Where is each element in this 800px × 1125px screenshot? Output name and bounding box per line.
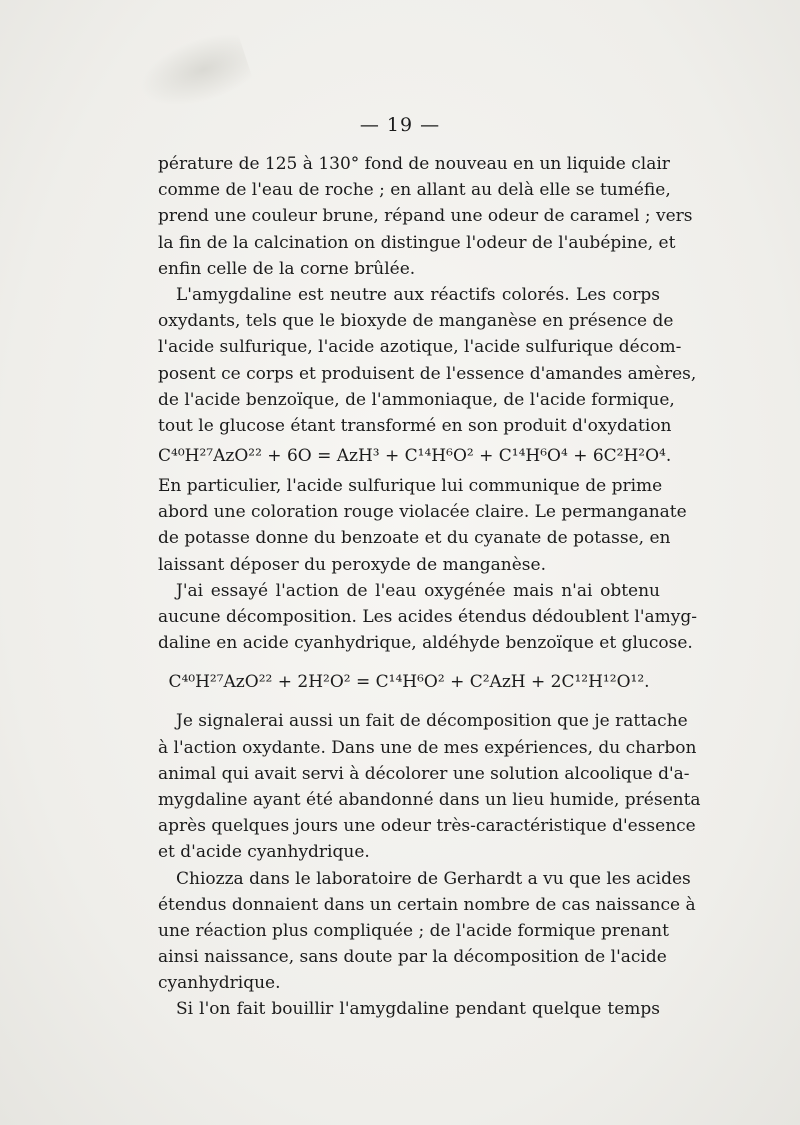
text-line: mygdaline ayant été abandonné dans un lieu humide, présenta: [158, 789, 701, 810]
text-line: cyanhydrique.: [158, 973, 281, 994]
text-line: de potasse donne du benzoate et du cyanate de potasse, en: [158, 528, 671, 549]
text-line: daline en acide cyanhydrique, aldéhyde benzoïque et glucose.: [158, 633, 693, 654]
chemical-formula: C⁴⁰H²⁷AzO²² + 6O = AzH³ + C¹⁴H⁶O² + C¹⁴H⁶O⁴ + 6C²H²O⁴.: [158, 446, 672, 467]
chemical-formula: C⁴⁰H²⁷AzO²² + 2H²O² = C¹⁴H⁶O² + C²AzH + 2C¹²H¹²O¹².: [168, 672, 650, 693]
text-line: abord une coloration rouge violacée claire. Le permanganate: [158, 502, 687, 523]
text-line: étendus donnaient dans un certain nombre de cas naissance à: [158, 894, 696, 915]
text-line: ainsi naissance, sans doute par la décomposition de l'acide: [158, 947, 667, 968]
text-line: et d'acide cyanhydrique.: [158, 842, 370, 863]
text-line: posent ce corps et produisent de l'essence d'amandes amères,: [158, 363, 697, 384]
text-line: une réaction plus compliquée ; de l'acide formique prenant: [158, 920, 669, 941]
body-text: [158, 151, 701, 1023]
text-line: Chiozza dans le laboratoire de Gerhardt a vu que les acides: [176, 868, 691, 889]
text-line: de l'acide benzoïque, de l'ammoniaque, de l'acide formique,: [158, 389, 675, 410]
text-line: pérature de 125 à 130° fond de nouveau en un liquide clair: [158, 154, 670, 174]
page-number: — 19 —: [359, 114, 441, 136]
text-line: Je signalerai aussi un fait de décomposition que je rattache: [176, 711, 688, 732]
text-line: Si l'on fait bouillir l'amygdaline pendant quelque temps: [176, 999, 660, 1020]
text-line: animal qui avait servi à décolorer une solution alcoolique d'a-: [158, 763, 690, 784]
text-line: aucune décomposition. Les acides étendus dédoublent l'amyg-: [158, 607, 697, 627]
text-line: l'acide sulfurique, l'acide azotique, l'acide sulfurique décom-: [158, 337, 682, 358]
text-line: après quelques jours une odeur très-caractéristique d'essence: [158, 816, 696, 837]
text-line: prend une couleur brune, répand une odeur de caramel ; vers: [158, 206, 693, 227]
paper-stain: [131, 27, 255, 120]
text-line: J'ai essayé l'action de l'eau oxygénée mais n'ai obtenu: [176, 580, 660, 601]
text-line: L'amygdaline est neutre aux réactifs colorés. Les corps: [176, 284, 660, 305]
text-line: comme de l'eau de roche ; en allant au delà elle se tuméfie,: [158, 180, 671, 201]
text-line: tout le glucose étant transformé en son produit d'oxydation: [158, 415, 672, 436]
text-line: à l'action oxydante. Dans une de mes expériences, du charbon: [158, 737, 697, 758]
text-line: En particulier, l'acide sulfurique lui communique de prime: [158, 476, 663, 497]
text-line: la fin de la calcination on distingue l'odeur de l'aubépine, et: [158, 232, 676, 253]
text-line: laissant déposer du peroxyde de manganèse.: [158, 554, 546, 575]
text-line: oxydants, tels que le bioxyde de manganèse en présence de: [158, 311, 674, 332]
text-line: enfin celle de la corne brûlée.: [158, 258, 416, 279]
